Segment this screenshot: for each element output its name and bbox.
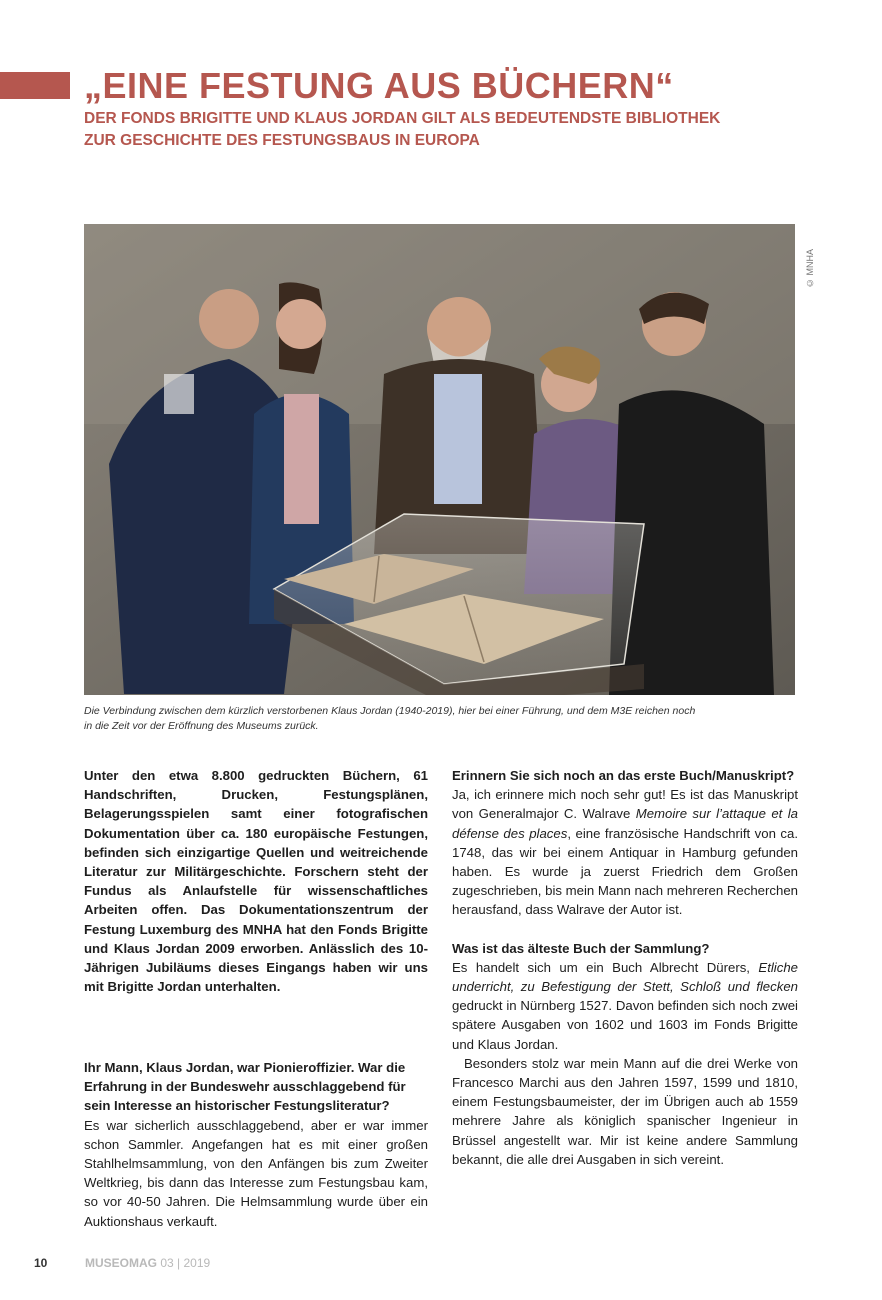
answer-2-start: Ja, ich erinnere mich noch sehr gut! Es ist das Manuskript von Generalmajor C. Walrave bbox=[452, 787, 798, 822]
question-2: Erinnern Sie sich noch an das erste Buch/Manuskript? bbox=[452, 768, 795, 783]
page-title: „EINE FESTUNG AUS BÜCHERN“ bbox=[84, 65, 674, 106]
issue-year: 2019 bbox=[183, 1256, 211, 1270]
caption-line-2: in die Zeit vor der Eröffnung des Museums zurück. bbox=[84, 720, 319, 732]
answer-3-continued: Besonders stolz war mein Mann auf die drei Werke von Francesco Marchi aus den Jahren 1597, 1599 und 1810, einem Festungsbaumeister, der im Übrigen auch ab 1559 mehrere Jahre als königlich spanischer Ingenieur in Brüssel angestellt war. Mir ist keine andere Sammlung bekannt, die alle drei Ausgaben in sich vereint. bbox=[452, 1055, 798, 1167]
interview-column-right bbox=[452, 766, 798, 1169]
answer-3-end: gedruckt in Nürnberg 1527. Davon befinden sich noch zwei spätere Ausgaben von 1602 und 1603 im Fonds Brigitte und Klaus Jordan. bbox=[452, 998, 798, 1052]
magazine-name: MUSEOMAG bbox=[85, 1256, 157, 1270]
subtitle-line-2: ZUR GESCHICHTE DES FESTUNGSBAUS IN EUROPA bbox=[84, 132, 480, 149]
lead-paragraph bbox=[84, 766, 428, 996]
answer-3-start: Es handelt sich um ein Buch Albrecht Dürers, bbox=[452, 959, 759, 975]
photo-caption bbox=[84, 704, 798, 734]
accent-bar bbox=[0, 72, 70, 99]
answer-3 bbox=[452, 958, 798, 1054]
magazine-footer bbox=[85, 1256, 210, 1270]
photo-credit: © MNHA bbox=[805, 249, 815, 288]
answer-2-end: , eine französische Handschrift von ca. 1748, das wir bei einem Antiquar in Hamburg gefunden haben. Es wurde ja zuerst Friedrich dem Großen zugeschrieben, bis mein Mann nach mehreren Recherchen herausfand, dass Walrave der Autor ist. bbox=[452, 825, 799, 918]
lead-text: Unter den etwa 8.800 gedruckten Büchern, 61 Handschriften, Drucken, Festungsplänen, Belagerungsspielen samt einer fotografischen Dokumentation über ca. 180 europäische Festungen, befinden sich einzigartige Quellen und weitreichende Literatur zur Militärgeschichte. Forschern steht der Fundus als Anlaufstelle für wissenschaftliches Arbeiten offen. Das Dokumentationszentrum der Festung Luxemburg des MNHA hat den Fonds Brigitte und Klaus Jordan 2009 erworben. Anlässlich des 10-Jährigen Jubiläums dieses Eingangs haben wir uns mit Brigitte Jordan unterhalten. bbox=[84, 768, 428, 995]
exhibition-photo bbox=[84, 224, 795, 695]
interview-column-left bbox=[84, 1058, 428, 1231]
question-1: Ihr Mann, Klaus Jordan, war Pionieroffizier. War die Erfahrung in der Bundeswehr ausschlaggebend für sein Interesse an historischer Festungsliteratur? bbox=[84, 1060, 406, 1114]
answer-1: Es war sicherlich ausschlaggebend, aber er war immer schon Sammler. Angefangen hat es mit einer großen Stahlhelmsammlung, von den Anfängen bis zum Zweiter Weltkrieg, bis dann das Interesse zum Festungsbau kam, so vor 40-50 Jahren. Die Helmsammlung wurde über ein Auktionshaus verkauft. bbox=[84, 1117, 428, 1229]
page-number: 10 bbox=[34, 1256, 48, 1270]
issue-number: 03 bbox=[160, 1256, 174, 1270]
subtitle bbox=[84, 108, 804, 152]
answer-3-title: Etliche underricht, zu Befestigung der Stett, Schloß und flecken bbox=[452, 959, 798, 995]
caption-line-1: Die Verbindung zwischen dem kürzlich verstorbenen Klaus Jordan (1940-2019), hier bei einer Führung, und dem M3E reichen noch bbox=[84, 705, 696, 717]
photo-illustration bbox=[84, 224, 795, 695]
subtitle-line-1: DER FONDS BRIGITTE UND KLAUS JORDAN GILT ALS BEDEUTENDSTE BIBLIOTHEK bbox=[84, 110, 721, 127]
answer-2 bbox=[452, 785, 798, 919]
issue-separator: | bbox=[173, 1256, 184, 1270]
answer-2-title: Memoire sur l’attaque et la défense des places bbox=[452, 806, 798, 841]
question-3: Was ist das älteste Buch der Sammlung? bbox=[452, 940, 710, 956]
